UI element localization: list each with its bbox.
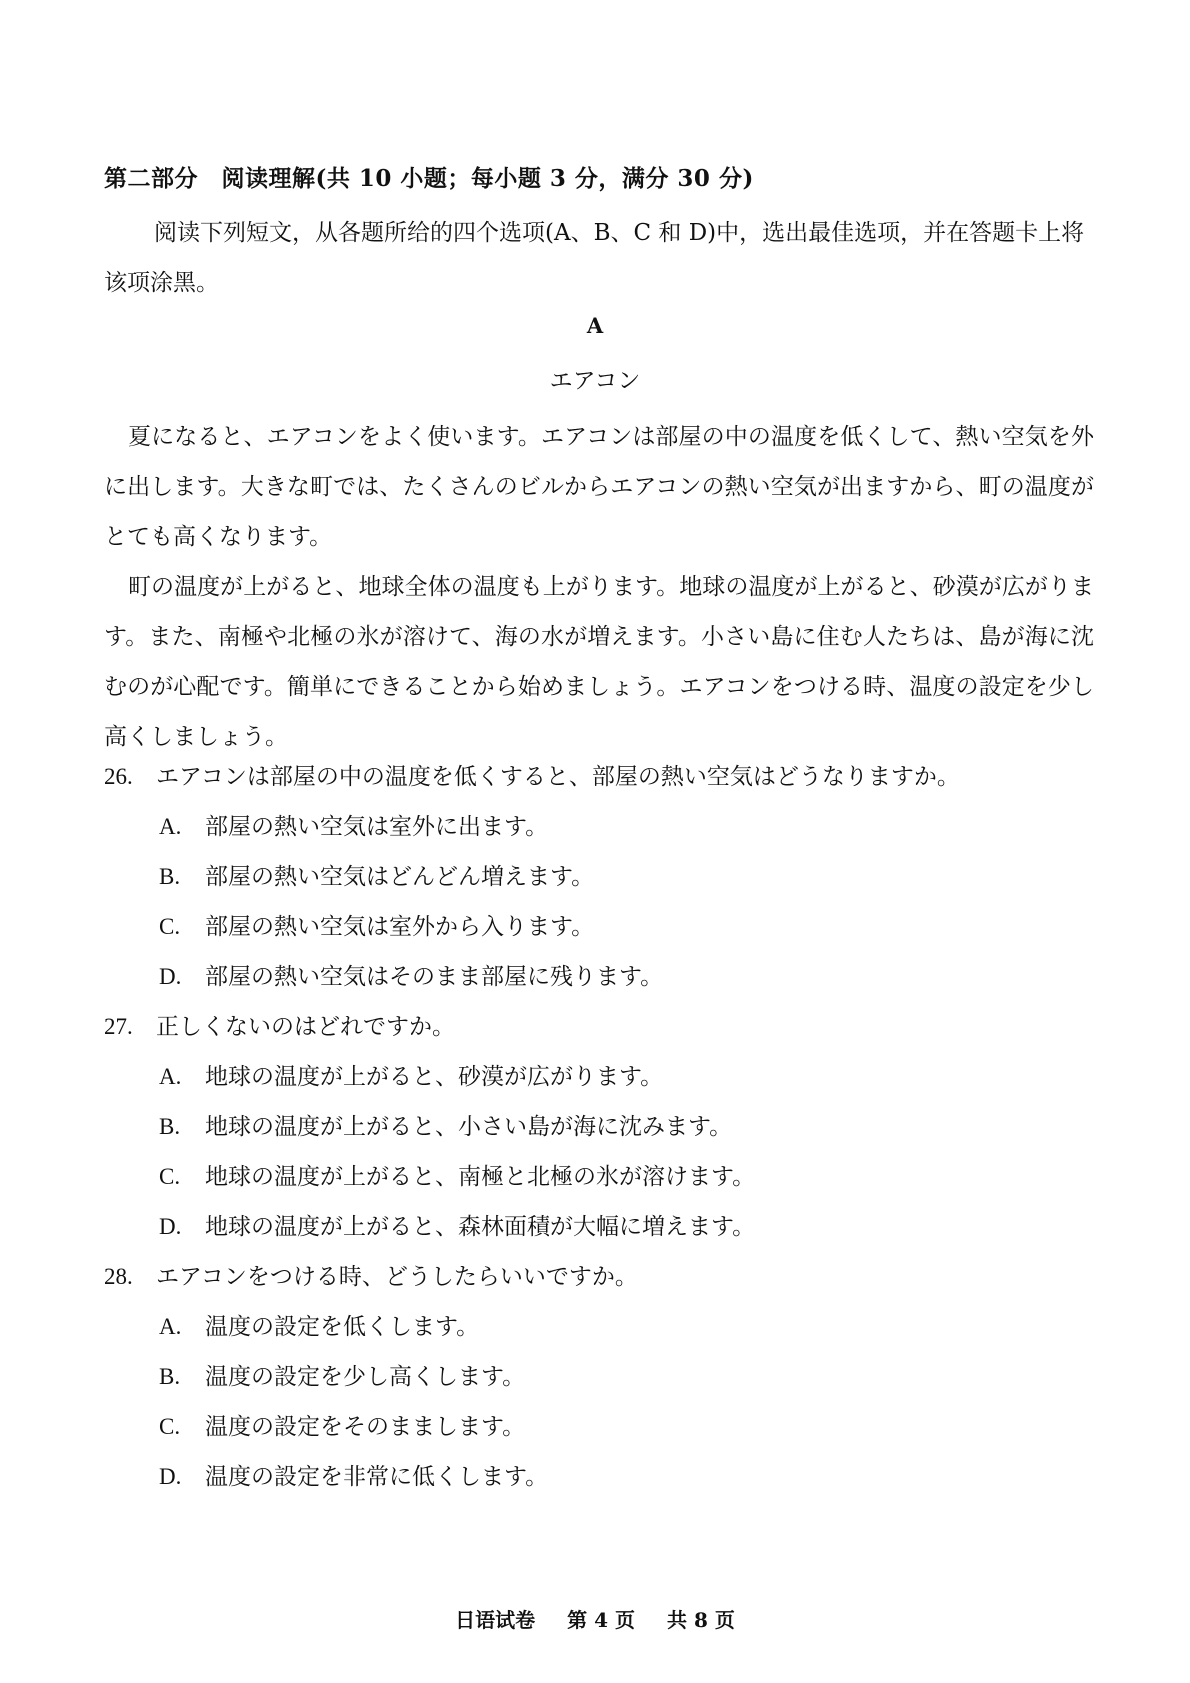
option-c: [104, 1152, 1094, 1202]
option-text: 地球の温度が上がると、砂漠が広がります。: [205, 1064, 664, 1090]
option-letter: B.: [159, 1114, 181, 1139]
footer-total-pages: 共 8 页: [667, 1608, 735, 1632]
option-text: 温度の設定をそのままします。: [205, 1414, 526, 1440]
option-text: 温度の設定を少し高くします。: [205, 1364, 526, 1390]
option-letter: D.: [159, 964, 182, 989]
option-letter: A.: [159, 1314, 182, 1339]
option-letter: A.: [159, 1064, 182, 1089]
option-b: [104, 1352, 1094, 1402]
option-letter: B.: [159, 1364, 181, 1389]
question-27: [104, 1002, 1094, 1252]
option-text: 部屋の熱い空気は室外から入ります。: [205, 914, 595, 940]
option-text: 部屋の熱い空気はどんどん増えます。: [205, 864, 595, 890]
section-heading: 第二部分 阅读理解(共 10 小题；每小题 3 分，满分 30 分): [104, 165, 754, 192]
option-b: [104, 1102, 1094, 1152]
question-number: 27.: [104, 1014, 133, 1039]
option-d: [104, 1202, 1094, 1252]
question-stem: [104, 1002, 1094, 1052]
option-d: [104, 1452, 1094, 1502]
option-c: [104, 1402, 1094, 1452]
reading-passage: [104, 412, 1094, 762]
passage-title: エアコン: [549, 368, 641, 394]
option-letter: B.: [159, 864, 181, 889]
question-26: [104, 752, 1094, 1002]
question-28: [104, 1252, 1094, 1502]
option-a: [104, 1052, 1094, 1102]
option-text: 部屋の熱い空気は室外に出ます。: [205, 814, 549, 840]
question-stem: [104, 752, 1094, 802]
passage-paragraph: 夏になると、エアコンをよく使います。エアコンは部屋の中の温度を低くして、熱い空気を外に出します。大きな町では、たくさんのビルからエアコンの熱い空気が出ますから、町の温度がとても高くなります。: [104, 424, 1094, 550]
footer-subject: 日语试卷: [455, 1608, 536, 1632]
option-c: [104, 902, 1094, 952]
option-text: 地球の温度が上がると、南極と北極の氷が溶けます。: [205, 1164, 756, 1190]
option-letter: C.: [159, 1164, 181, 1189]
page-footer: [0, 1604, 1190, 1633]
option-letter: C.: [159, 1414, 181, 1439]
option-letter: C.: [159, 914, 181, 939]
option-text: 地球の温度が上がると、小さい島が海に沈みます。: [205, 1114, 733, 1140]
option-a: [104, 1302, 1094, 1352]
question-text: エアコンをつける時、どうしたらいいですか。: [156, 1264, 638, 1290]
question-list: [104, 752, 1094, 1502]
question-number: 26.: [104, 764, 133, 789]
question-text: エアコンは部屋の中の温度を低くすると、部屋の熱い空気はどうなりますか。: [156, 764, 960, 790]
question-number: 28.: [104, 1264, 133, 1289]
question-text: 正しくないのはどれですか。: [156, 1014, 455, 1040]
option-letter: D.: [159, 1214, 182, 1239]
option-letter: D.: [159, 1464, 182, 1489]
option-d: [104, 952, 1094, 1002]
option-a: [104, 802, 1094, 852]
question-stem: [104, 1252, 1094, 1302]
option-text: 部屋の熱い空気はそのまま部屋に残ります。: [205, 964, 664, 990]
option-text: 地球の温度が上がると、森林面積が大幅に増えます。: [205, 1214, 756, 1240]
passage-letter: A: [586, 313, 604, 338]
option-b: [104, 852, 1094, 902]
passage-paragraph: 町の温度が上がると、地球全体の温度も上がります。地球の温度が上がると、砂漠が広がります。また、南極や北極の氷が溶けて、海の水が増えます。小さい島に住む人たちは、島が海に沈むのが心配です。簡単にできることから始めましょう。エアコンをつける時、温度の設定を少し高くしましょう。: [104, 574, 1094, 750]
option-text: 温度の設定を低くします。: [205, 1314, 480, 1340]
option-text: 温度の設定を非常に低くします。: [205, 1464, 549, 1490]
footer-page-number: 第 4 页: [567, 1608, 635, 1632]
option-letter: A.: [159, 814, 182, 839]
instructions-text: 阅读下列短文，从各题所给的四个选项(A、B、C 和 D)中，选出最佳选项，并在答题卡上将该项涂黑。: [104, 220, 1085, 296]
